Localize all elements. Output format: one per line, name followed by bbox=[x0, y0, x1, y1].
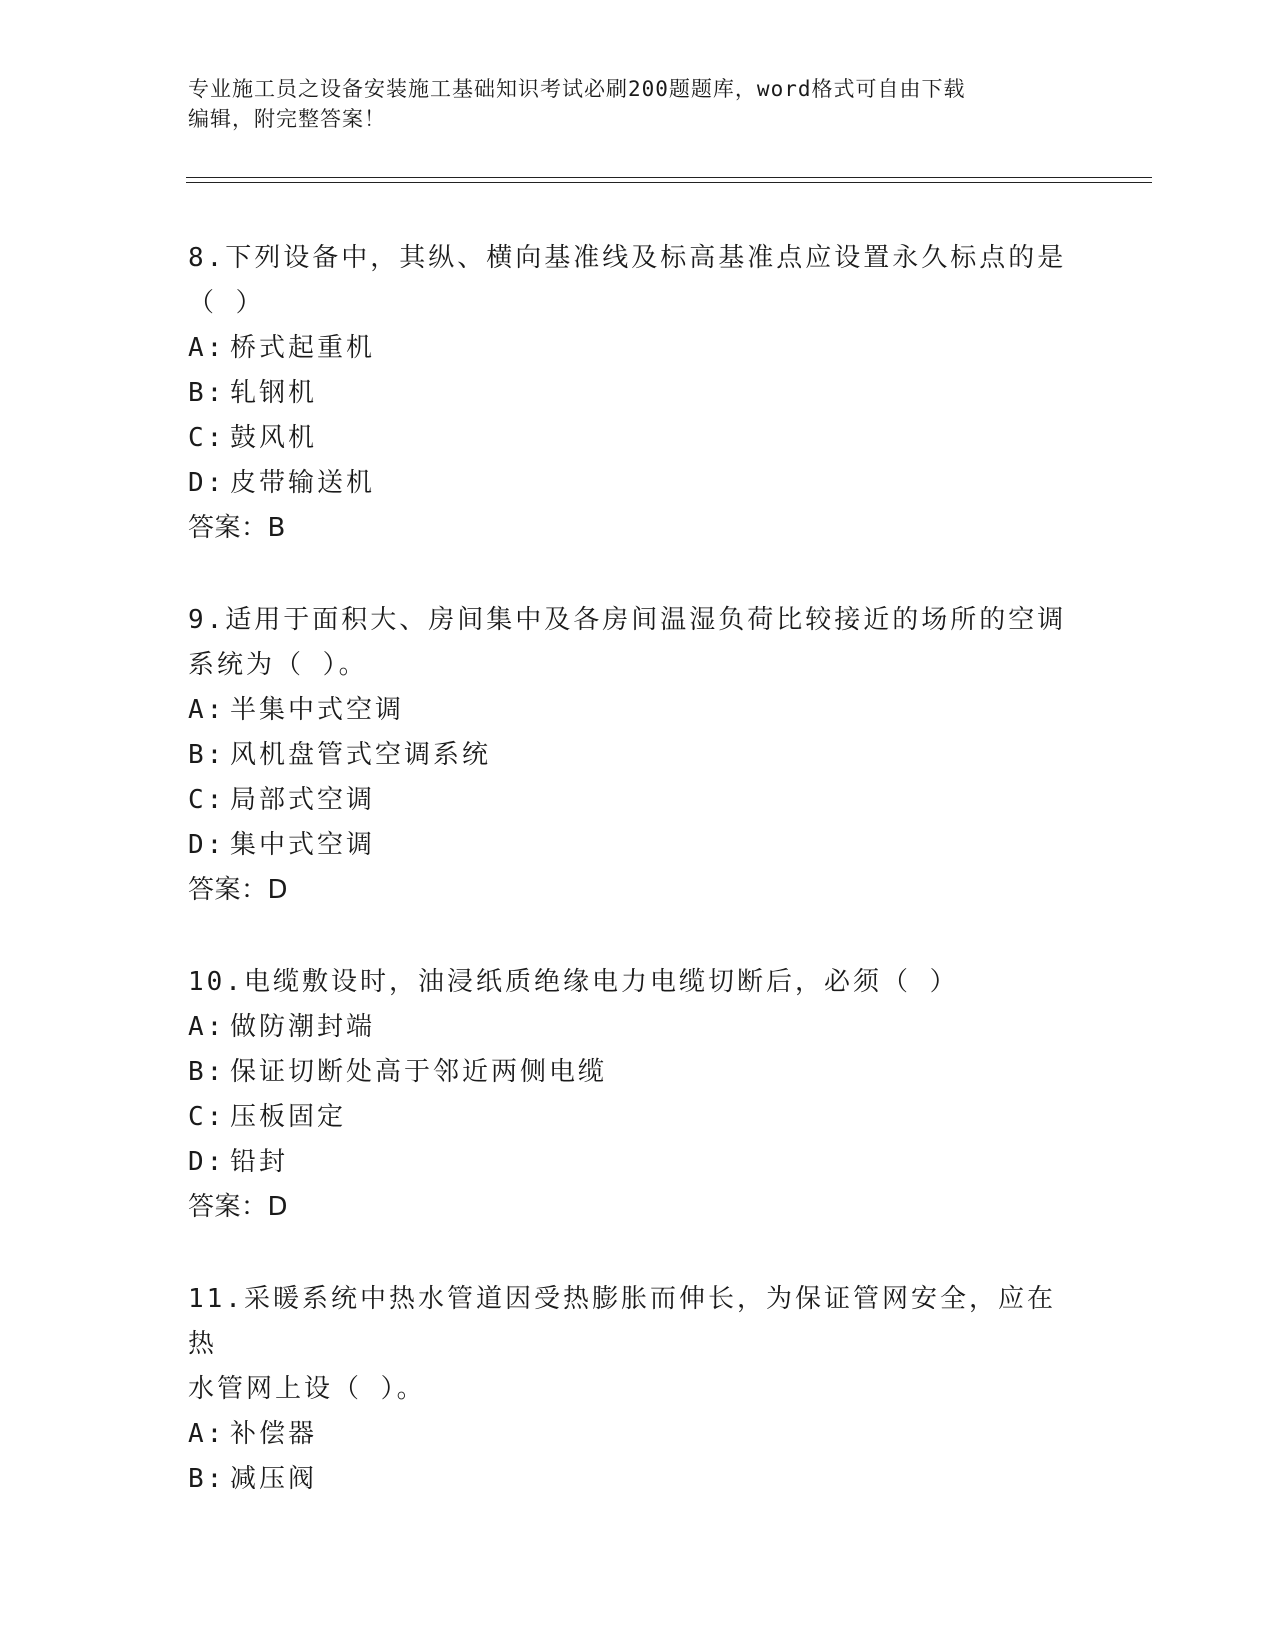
question-stem bbox=[188, 236, 1068, 326]
answer-line: 答案：D bbox=[188, 1192, 289, 1222]
option-a bbox=[188, 1412, 1068, 1457]
option-b bbox=[188, 1457, 1068, 1502]
answer-line: 答案：B bbox=[188, 513, 286, 543]
option-text: 集中式空调 bbox=[230, 830, 376, 860]
option-c bbox=[188, 1095, 1068, 1140]
option-text: 铅封 bbox=[230, 1147, 289, 1177]
question-stem-line-1: 9.适用于面积大、房间集中及各房间温湿负荷比较接近的场所的空调 bbox=[188, 605, 1067, 635]
option-text: 鼓风机 bbox=[230, 423, 318, 453]
option-text: 补偿器 bbox=[230, 1419, 318, 1449]
option-b bbox=[188, 733, 1068, 778]
option-key: B: bbox=[188, 378, 226, 408]
option-key: D: bbox=[188, 1147, 226, 1177]
header-title-line-1: 专业施工员之设备安装施工基础知识考试必刷200题题库，word格式可自由下载 bbox=[188, 77, 966, 101]
option-text: 保证切断处高于邻近两侧电缆 bbox=[230, 1057, 608, 1087]
option-text: 风机盘管式空调系统 bbox=[230, 740, 492, 770]
option-key: A: bbox=[188, 1419, 226, 1449]
question-stem bbox=[188, 598, 1068, 688]
question-stem-line-1: 11.采暖系统中热水管道因受热膨胀而伸长，为保证管网安全，应在热 bbox=[188, 1284, 1056, 1359]
question-stem-line-2: 系统为（ ）。 bbox=[188, 650, 368, 680]
option-b bbox=[188, 371, 1068, 416]
option-text: 做防潮封端 bbox=[230, 1012, 376, 1042]
question-stem bbox=[188, 1277, 1068, 1412]
option-text: 皮带输送机 bbox=[230, 468, 376, 498]
option-key: D: bbox=[188, 468, 226, 498]
question-stem bbox=[188, 960, 1068, 1005]
answer-line: 答案：D bbox=[188, 875, 289, 905]
option-d bbox=[188, 461, 1068, 506]
option-c bbox=[188, 416, 1068, 461]
option-a bbox=[188, 326, 1068, 371]
question-9 bbox=[188, 598, 1068, 913]
question-11 bbox=[188, 1277, 1068, 1502]
option-key: C: bbox=[188, 785, 226, 815]
option-key: A: bbox=[188, 1012, 226, 1042]
question-stem-line-2: 水管网上设（ ）。 bbox=[188, 1374, 426, 1404]
option-key: A: bbox=[188, 333, 226, 363]
option-text: 减压阀 bbox=[230, 1464, 318, 1494]
option-b bbox=[188, 1050, 1068, 1095]
option-text: 桥式起重机 bbox=[230, 333, 376, 363]
option-d bbox=[188, 1140, 1068, 1185]
option-text: 局部式空调 bbox=[230, 785, 376, 815]
option-key: B: bbox=[188, 1057, 226, 1087]
question-stem-line-1: 8.下列设备中，其纵、横向基准线及标高基准点应设置永久标点的是 bbox=[188, 243, 1067, 273]
question-stem-line-2: （ ） bbox=[188, 288, 265, 318]
option-key: B: bbox=[188, 1464, 226, 1494]
option-a bbox=[188, 688, 1068, 733]
question-list bbox=[188, 236, 1068, 1549]
option-c bbox=[188, 778, 1068, 823]
header-title-line-2: 编辑，附完整答案！ bbox=[188, 107, 386, 131]
header-divider-top bbox=[186, 177, 1152, 178]
option-a bbox=[188, 1005, 1068, 1050]
option-key: A: bbox=[188, 695, 226, 725]
option-key: C: bbox=[188, 423, 226, 453]
option-text: 压板固定 bbox=[230, 1102, 347, 1132]
document-header bbox=[188, 74, 1068, 134]
question-10 bbox=[188, 960, 1068, 1230]
question-stem-line-1: 10.电缆敷设时，油浸纸质绝缘电力电缆切断后，必须（ ） bbox=[188, 967, 959, 997]
question-8 bbox=[188, 236, 1068, 551]
option-text: 轧钢机 bbox=[230, 378, 318, 408]
option-key: D: bbox=[188, 830, 226, 860]
option-key: B: bbox=[188, 740, 226, 770]
header-divider-bottom bbox=[186, 182, 1152, 183]
option-d bbox=[188, 823, 1068, 868]
option-text: 半集中式空调 bbox=[230, 695, 405, 725]
option-key: C: bbox=[188, 1102, 226, 1132]
